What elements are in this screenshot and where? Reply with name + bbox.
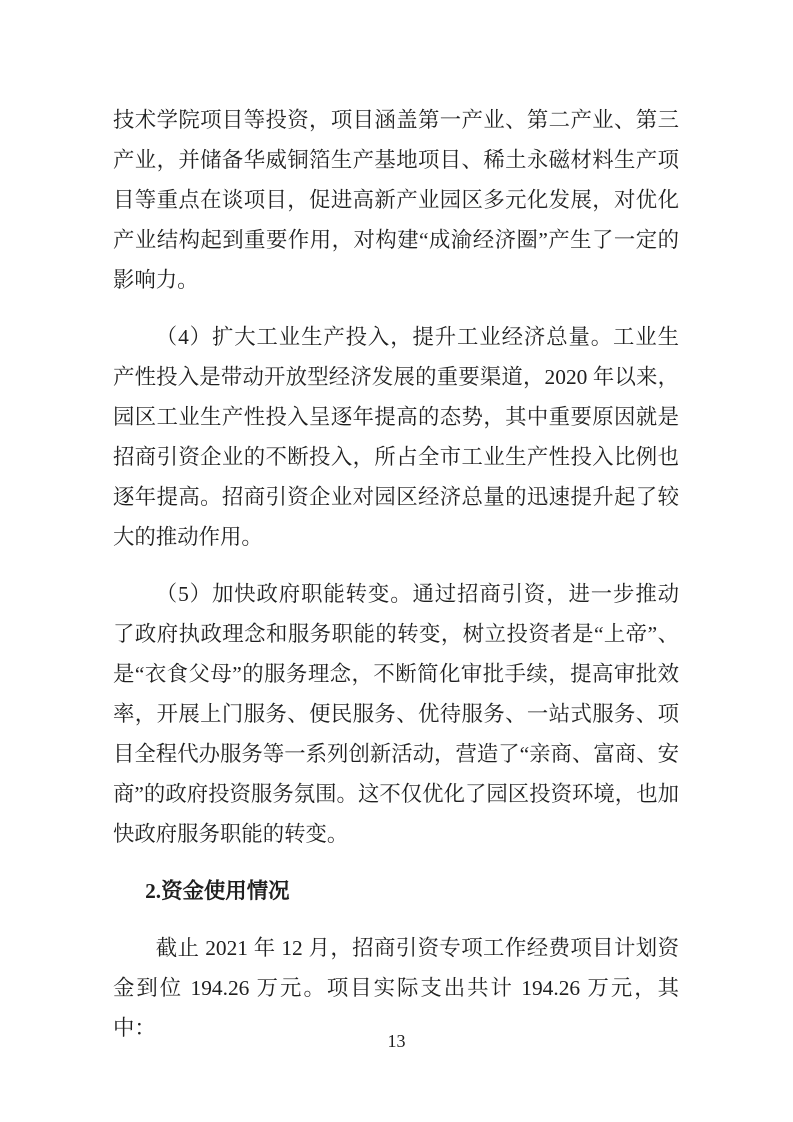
- section-heading-funds-usage: 2.资金使用情况: [145, 879, 290, 903]
- paragraph-continuation: 技术学院项目等投资，项目涵盖第一产业、第二产业、第三产业，并储备华威铜箔生产基地项目、稀土永磁材料生产项目等重点在谈项目，促进高新产业园区多元化发展，对优化产业结构起到重要作用，对构建“成渝经济圈”产生了一定的影响力。: [113, 108, 679, 292]
- page-number: 13: [387, 1031, 406, 1051]
- paragraph-point-5: （5）加快政府职能转变。通过招商引资，进一步推动了政府执政理念和服务职能的转变，树立投资者是“上帝”、是“衣食父母”的服务理念，不断简化审批手续，提高审批效率，开展上门服务、便民服务、优待服务、一站式服务、项目全程代办服务等一系列创新活动，营造了“亲商、富商、安商”的政府投资服务氛围。这不仅优化了园区投资环境，也加快政府服务职能的转变。: [113, 582, 679, 846]
- document-body: [113, 100, 679, 1048]
- paragraph-point-4: （4）扩大工业生产投入，提升工业经济总量。工业生产性投入是带动开放型经济发展的重要渠道，2020 年以来，园区工业生产性投入呈逐年提高的态势，其中重要原因就是招商引资企业的不断投入，所占全市工业生产性投入比例也逐年提高。招商引资企业对园区经济总量的迅速提升起了较大的推动作用。: [113, 325, 679, 549]
- paragraph-funds-summary: 截止 2021 年 12 月，招商引资专项工作经费项目计划资金到位 194.26 万元。项目实际支出共计 194.26 万元，其中：: [113, 936, 679, 1040]
